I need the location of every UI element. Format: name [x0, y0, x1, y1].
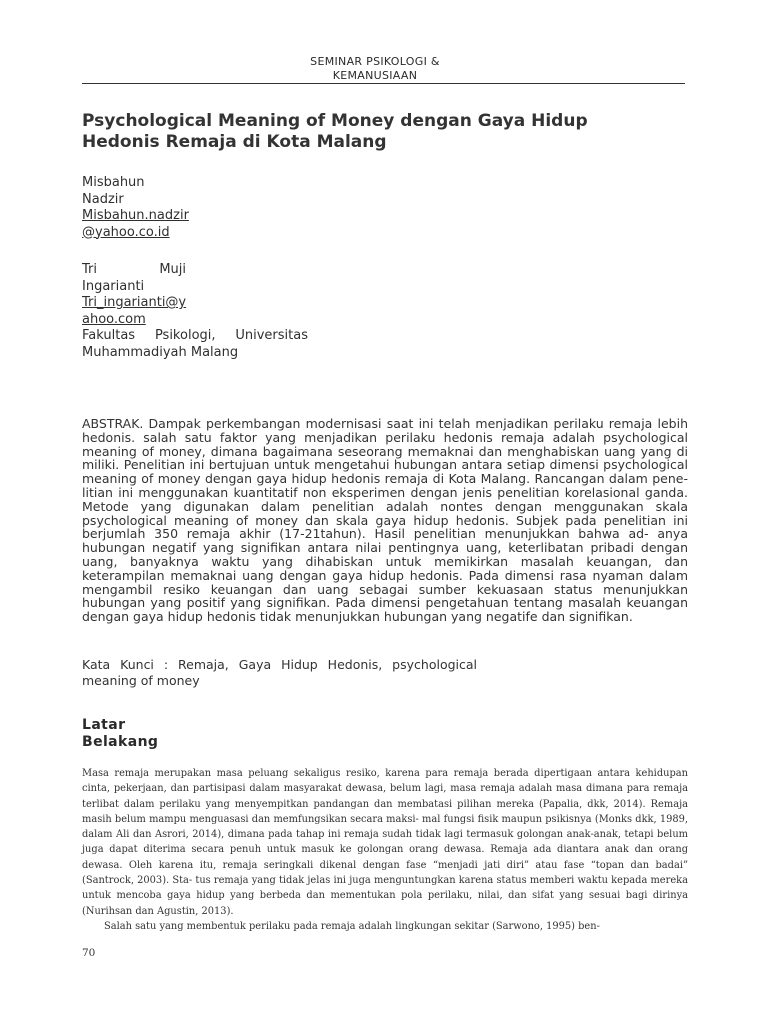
section-heading-line-2: Belakang: [82, 734, 159, 750]
keywords: Kata Kunci : Remaja, Gaya Hidup Hedonis, psychological meaning of money: [82, 657, 477, 688]
author-2-email-line-2[interactable]: ahoo.com: [82, 311, 146, 327]
affiliation-word-3: Universitas: [235, 328, 308, 343]
author-2: [82, 262, 308, 361]
section-heading-line-1: Latar: [82, 717, 126, 733]
abstract: ABSTRAK. Dampak perkembangan modernisasi saat ini telah menjadikan perilaku remaja lebih hedonis. salah satu faktor yang menjadikan perilaku hedonis remaja adalah psychological meaning of money, dimana bagaimana seseorang memaknai dan menghabiskan uang yang di miliki. Penelitian ini bertujuan untuk mengetahui hubungan antara setiap dimensi psychological meaning of money dengan gaya hidup hedonis remaja di Kota Malang. Rancangan dalam pene- litian ini menggunakan kuantitatif non eksperimen dengan jenis penelitian korelasional ganda. Metode yang digunakan dalam penelitian adalah nontes dengan menggunakan skala psychological meaning of money dan skala gaya hidup hedonis. Subjek pada penelitian ini berjumlah 350 remaja akhir (17-21tahun). Hasil penelitian menunjukkan bahwa ad- anya hubungan negatif yang signifikan antara nilai pentingnya uang, keterlibatan pribadi dengan uang, banyaknya waktu yang dihabiskan untuk memikirkan masalah keuangan, dan keterampilan memaknai uang dengan gaya hidup hedonis. Pada dimensi rasa nyaman dalam mengambil resiko keuangan dan uang sebagai sumber kekuasaan status menunjukkan hubungan yang positif yang signifikan. Pada dimensi pengetahuan tentang masalah keuangan dengan gaya hidup hedonis tidak menunjukkan hubungan yang negatife dan signifikan.: [82, 416, 688, 625]
affiliation-line-2: Muhammadiyah Malang: [82, 344, 239, 360]
author-1-name-line-1: Misbahun: [82, 175, 145, 190]
body-paragraph-2: Salah satu yang membentuk perilaku pada remaja adalah lingkungan sekitar (Sarwono, 1995) ben-: [104, 920, 600, 932]
author-2-email-line-1[interactable]: Tri_ingarianti@y: [82, 295, 187, 310]
author-2-name-line-2: Ingarianti: [82, 278, 145, 294]
header-line-1: SEMINAR PSIKOLOGI &: [310, 55, 440, 68]
title-line-2: Hedonis Remaja di Kota Malang: [82, 132, 387, 152]
title-line-1: Psychological Meaning of Money dengan Gaya Hidup: [82, 111, 588, 131]
affiliation-word-2: Psikologi,: [154, 328, 216, 343]
header-line-2: KEMANUSIAAN: [332, 69, 418, 82]
author-2-name-word-2: Muji: [159, 262, 186, 277]
author-1-name-line-2: Nadzir: [82, 191, 124, 207]
affiliation-line-1: [82, 328, 308, 345]
header-rule: [82, 83, 685, 84]
page-number: 70: [82, 947, 96, 959]
author-1-email-line-2[interactable]: @yahoo.co.id: [82, 224, 170, 240]
author-1-email-line-1[interactable]: Misbahun.nadzir: [82, 208, 189, 223]
body-paragraph-1: Masa remaja merupakan masa peluang sekaligus resiko, karena para remaja berada dipertigaan antara kehidupan cinta, pekerjaan, dan partisipasi dalam masyarakat dewasa, belum lagi, masa remaja adalah masa dimana para remaja terlibat dalam perilaku yang menyempitkan pandangan dan membatasi pilihan mereka (Papalia, dkk, 2014). Remaja masih belum mampu menguasasi dan memfungsikan secara maksi- mal fungsi fisik maupun psikisnya (Monks dkk, 1989, dalam Ali dan Asrori, 2014), dimana pada tahap ini remaja sudah tidak lagi termasuk golongan anak-anak, tetapi belum juga dapat diterima secara penuh untuk masuk ke golongan orang dewasa. Remaja ada diantara anak dan orang dewasa. Oleh karena itu, remaja seringkali dikenal dengan fase “menjadi jati diri” atau fase “topan dan badai” (Santrock, 2003). Sta- tus remaja yang tidak jelas ini juga menguntungkan karena status memberi waktu kepada mereka untuk mencoba gaya hidup yang berbeda dan mementukan pola perilaku, nilai, dan sifat yang sesuai bagi dirinya (Nurihsan dan Agustin, 2013).: [82, 768, 688, 917]
author-1: [82, 175, 189, 241]
author-2-name-line-1: [82, 262, 186, 279]
paper-title: [82, 111, 682, 153]
section-heading: [82, 717, 158, 751]
body-text: [82, 766, 688, 934]
affiliation-word-1: Fakultas: [82, 328, 136, 343]
author-2-name-word-1: Tri: [82, 262, 97, 277]
running-header: [270, 55, 480, 83]
